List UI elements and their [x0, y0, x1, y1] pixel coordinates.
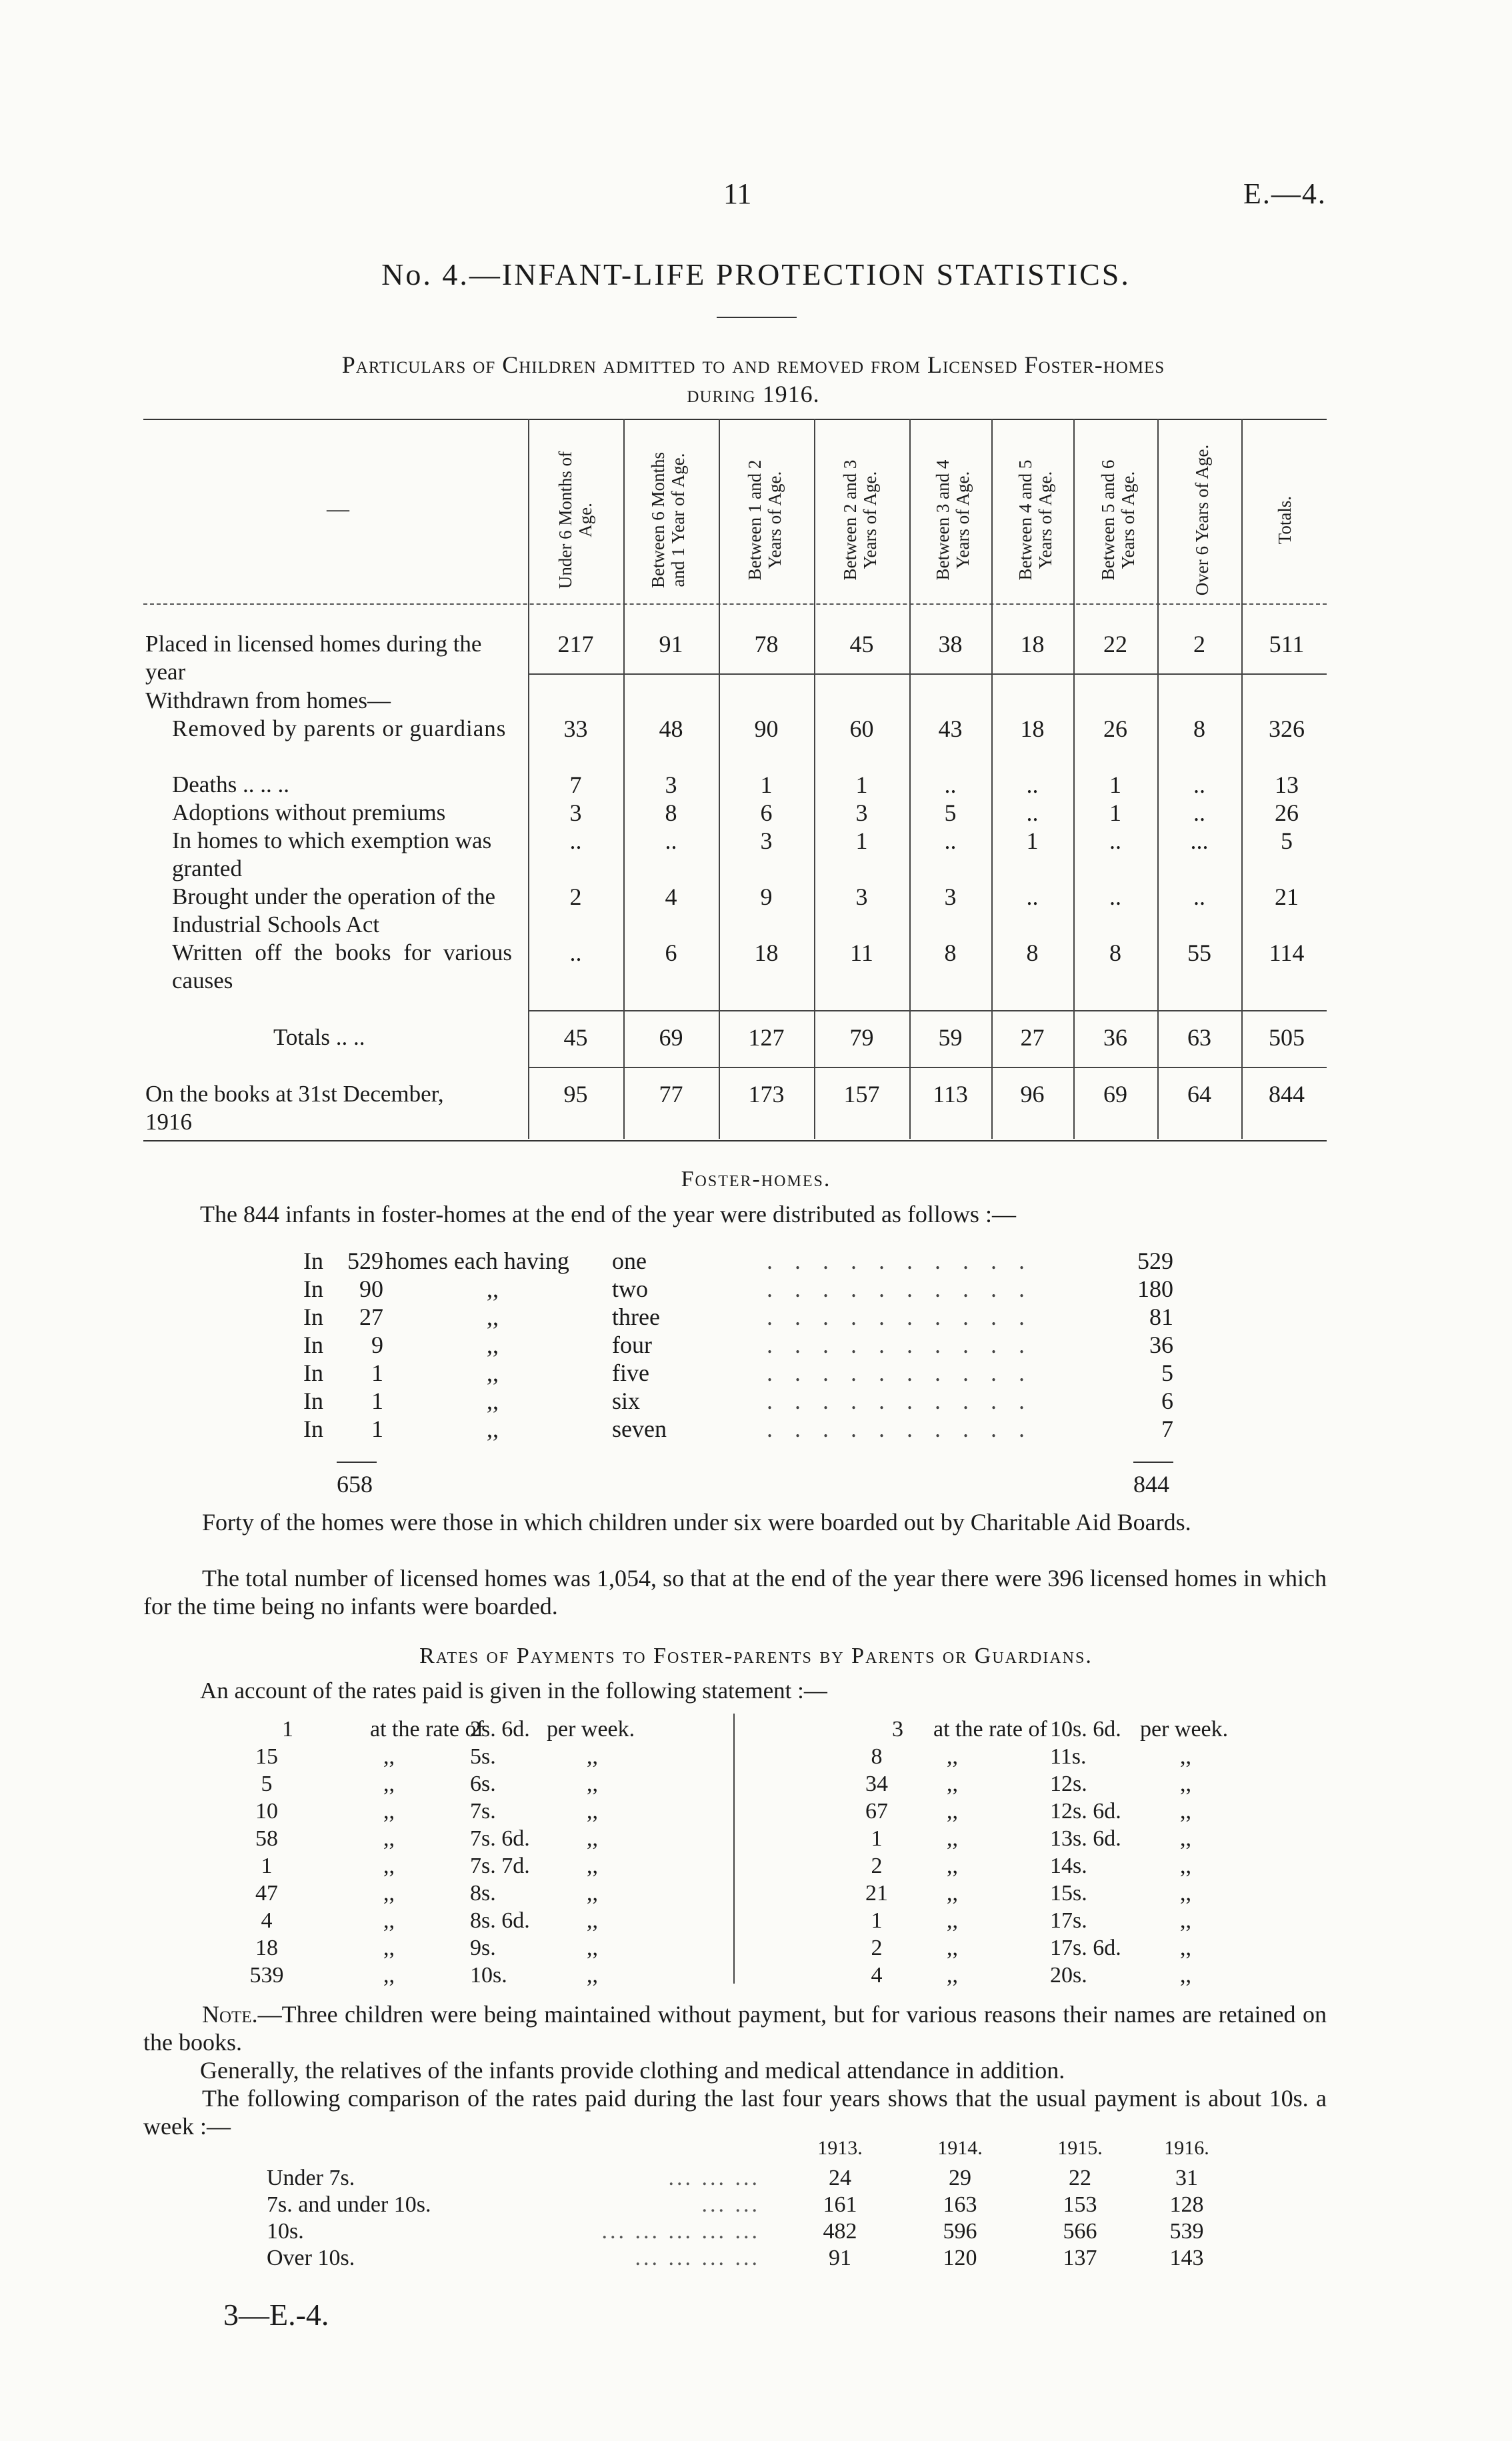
table-cell: 2	[569, 883, 582, 910]
table-corner: —	[327, 497, 349, 521]
on-books-cell: 96	[1020, 1081, 1045, 1107]
rate-right-count: 34	[865, 1772, 888, 1796]
rate-left-suffix: ,,	[587, 1936, 598, 1960]
comparison-cell: 566	[1063, 2219, 1097, 2244]
distribution-count: 9	[371, 1332, 383, 1358]
comparison-cell: 128	[1169, 2192, 1204, 2217]
table-cell: 45	[849, 631, 874, 657]
totals-cell: 36	[1103, 1024, 1127, 1051]
rate-left-suffix: ,,	[587, 1963, 598, 1988]
on-books-cell: 113	[933, 1081, 968, 1107]
table-cell: 1	[1109, 771, 1121, 798]
comparison-cell: 539	[1169, 2219, 1204, 2244]
totals-bottom-rule	[528, 1067, 1327, 1068]
rate-right-count: 21	[865, 1881, 888, 1906]
rate-left-rate: 9s.	[470, 1936, 496, 1960]
comparison-year-header: 1914.	[937, 2137, 983, 2159]
table-subtitle	[187, 350, 1320, 409]
rates-paragraph-2: The following comparison of the rates paid during the last four years shows that the usual payment is about 10s. a week :—	[143, 2085, 1327, 2140]
rate-right-rate: 14s.	[1050, 1854, 1087, 1878]
table-cell: 3	[855, 799, 868, 826]
rate-left-ditto: ,,	[383, 1908, 395, 1933]
table-cell: 78	[754, 631, 779, 657]
comparison-row-label: 10s.	[267, 2219, 304, 2244]
column-header: Between 6 Months and 1 Year of Age.	[648, 452, 688, 588]
rate-left-count: 1	[261, 1854, 273, 1878]
row-label: In homes to which exemption was granted	[172, 827, 492, 881]
note-label: Note.	[202, 2001, 258, 2028]
distribution-word: two	[612, 1276, 648, 1302]
rate-left-count: 10	[255, 1799, 278, 1824]
column-header: Totals.	[1275, 495, 1295, 545]
column-header: Under 6 Months of Age.	[555, 451, 595, 589]
rate-right-rate: 17s. 6d.	[1050, 1936, 1121, 1960]
rate-right-rate: 11s.	[1050, 1744, 1087, 1769]
distribution-ditto: ,,	[487, 1276, 499, 1302]
totals-label: Totals .. ..	[273, 1024, 365, 1050]
row-label: Written off the books for various causes	[172, 939, 512, 993]
rate-right-rate: 15s.	[1050, 1881, 1087, 1906]
totals-cell: 127	[748, 1024, 785, 1051]
rate-left-count: 1	[282, 1717, 293, 1742]
table-cell: 6	[760, 799, 773, 826]
list-item	[0, 1331, 1512, 1359]
rate-left-count: 539	[249, 1963, 284, 1988]
rate-left-rate: 5s.	[470, 1744, 496, 1769]
foster-homes-heading: Foster-homes.	[681, 1167, 831, 1191]
note-text: —Three children were being maintained without payment, but for various reasons their names are retained on the books.	[143, 2001, 1327, 2056]
column-divider	[623, 419, 625, 1139]
table-cell: ..	[1193, 799, 1205, 826]
column-divider	[991, 419, 993, 1139]
comparison-cell: 163	[943, 2192, 977, 2217]
distribution-in: In	[303, 1416, 323, 1442]
distribution-dots: . . . . . . . . . .	[767, 1360, 1033, 1386]
distribution-ditto: ,,	[487, 1388, 499, 1414]
comparison-row-dots: ... ...	[701, 2192, 760, 2217]
rate-right-ditto: ,,	[947, 1772, 958, 1796]
rate-right-count: 2	[871, 1854, 883, 1878]
table-cell: 5	[944, 799, 957, 826]
rate-right-suffix: ,,	[1180, 1826, 1191, 1851]
list-item	[0, 1387, 1512, 1415]
rate-right-ditto: ,,	[947, 1799, 958, 1824]
distribution-total: 180	[1137, 1276, 1173, 1302]
row-label: Deaths .. .. ..	[172, 771, 289, 797]
table-cell: ..	[944, 827, 957, 854]
rate-left-ditto: ,,	[383, 1936, 395, 1960]
distribution-dots: . . . . . . . . . .	[767, 1248, 1033, 1274]
rate-left-count: 5	[261, 1772, 273, 1796]
on-books-cell: 157	[843, 1081, 880, 1107]
row-label: Removed by parents or guardians	[172, 715, 507, 741]
rate-left-suffix: per week.	[547, 1717, 635, 1742]
table-cell: ...	[1190, 827, 1209, 854]
table-cell: 1	[1026, 827, 1039, 854]
rate-right-rate: 17s.	[1050, 1908, 1087, 1933]
row-label: Placed in licensed homes during the year	[145, 631, 482, 685]
distribution-ditto: ,,	[487, 1304, 499, 1330]
column-divider	[909, 419, 911, 1139]
distribution-in: In	[303, 1388, 323, 1414]
rate-left-suffix: ,,	[587, 1744, 598, 1769]
foster-homes-paragraph-1: Forty of the homes were those in which children under six were boarded out by Charitable Aid Boards.	[202, 1509, 1191, 1536]
row-label: Brought under the operation of the Industrial Schools Act	[172, 883, 496, 937]
table-cell: 55	[1187, 939, 1211, 966]
rate-right-suffix: per week.	[1140, 1717, 1229, 1742]
comparison-cell: 24	[829, 2166, 851, 2190]
table-cell: 1	[1109, 799, 1121, 826]
distribution-count: 1	[371, 1388, 383, 1414]
distribution-total: 5	[1161, 1360, 1173, 1386]
rate-left-suffix: ,,	[587, 1826, 598, 1851]
rate-right-suffix: ,,	[1180, 1854, 1191, 1878]
sum-homes: 658	[337, 1471, 373, 1498]
table-cell: 217	[557, 631, 594, 657]
on-books-cell: 77	[659, 1081, 683, 1107]
rate-left-suffix: ,,	[587, 1881, 598, 1906]
table-cell: 8	[665, 799, 677, 826]
table-cell: ..	[944, 771, 957, 798]
table-cell: ..	[569, 827, 582, 854]
list-item	[0, 1415, 1512, 1443]
distribution-dots: . . . . . . . . . .	[767, 1332, 1033, 1358]
rates-note	[143, 2000, 1327, 2056]
comparison-row-dots: ... ... ... ...	[635, 2246, 760, 2270]
rate-right-ditto: ,,	[947, 1826, 958, 1851]
totals-cell: 45	[563, 1024, 588, 1051]
table-top-rule	[143, 419, 1327, 420]
row-label: Withdrawn from homes—	[145, 687, 391, 713]
rate-right-count: 3	[892, 1717, 903, 1742]
column-header: Between 4 and 5 Years of Age.	[1015, 459, 1055, 581]
column-header: Between 1 and 2 Years of Age.	[745, 459, 785, 581]
rates-column-divider	[733, 1714, 735, 1984]
row-divider	[528, 673, 1327, 675]
column-divider	[1241, 419, 1243, 1139]
distribution-ditto: ,,	[487, 1332, 499, 1358]
distribution-count: 529	[347, 1248, 383, 1274]
rate-left-rate: 7s.	[470, 1799, 496, 1824]
distribution-total: 36	[1149, 1332, 1173, 1358]
table-cell: ..	[1026, 883, 1039, 910]
comparison-row-label: Over 10s.	[267, 2246, 355, 2270]
table-cell: 326	[1269, 715, 1305, 742]
comparison-cell: 22	[1069, 2166, 1091, 2190]
table-cell: 1	[855, 771, 868, 798]
table-cell: 1	[760, 771, 773, 798]
distribution-total: 81	[1149, 1304, 1173, 1330]
footer-signature: 3—E.-4.	[223, 2298, 329, 2332]
title-divider	[717, 317, 797, 318]
rate-left-ditto: at the rate of	[370, 1717, 484, 1742]
distribution-in: In	[303, 1248, 323, 1274]
rate-left-suffix: ,,	[587, 1908, 598, 1933]
rate-right-suffix: ,,	[1180, 1908, 1191, 1933]
table-cell: 22	[1103, 631, 1127, 657]
table-cell: 18	[1020, 715, 1045, 742]
on-books-cell: 69	[1103, 1081, 1127, 1107]
list-item	[0, 1303, 1512, 1331]
rate-left-rate: 8s.	[470, 1881, 496, 1906]
distribution-dots: . . . . . . . . . .	[767, 1388, 1033, 1414]
rate-right-ditto: ,,	[947, 1936, 958, 1960]
distribution-total: 6	[1161, 1388, 1173, 1414]
totals-cell: 27	[1020, 1024, 1045, 1051]
totals-cell: 63	[1187, 1024, 1211, 1051]
comparison-cell: 29	[949, 2166, 971, 2190]
column-divider	[1157, 419, 1159, 1139]
rate-left-count: 47	[255, 1881, 278, 1906]
rate-right-suffix: ,,	[1180, 1772, 1191, 1796]
distribution-dots: . . . . . . . . . .	[767, 1416, 1033, 1442]
table-cell: 6	[665, 939, 677, 966]
list-item	[0, 1359, 1512, 1387]
foster-homes-paragraph-2: The total number of licensed homes was 1,054, so that at the end of the year there were 396 licensed homes in which for the time being no infants were boarded.	[143, 1565, 1327, 1620]
table-cell: 38	[938, 631, 963, 657]
table-cell: ..	[1193, 883, 1205, 910]
comparison-cell: 143	[1169, 2246, 1204, 2270]
rate-left-rate: 10s.	[470, 1963, 507, 1988]
sum-rule-left	[337, 1462, 377, 1463]
distribution-word: one	[612, 1248, 647, 1274]
sum-infants: 844	[1133, 1471, 1169, 1498]
table-cell: 3	[944, 883, 957, 910]
rate-right-count: 1	[871, 1908, 883, 1933]
rate-right-ditto: ,,	[947, 1854, 958, 1878]
comparison-cell: 120	[943, 2246, 977, 2270]
table-cell: 91	[659, 631, 683, 657]
distribution-total: 529	[1137, 1248, 1173, 1274]
table-cell: ..	[569, 939, 582, 966]
distribution-in: In	[303, 1276, 323, 1302]
column-divider	[528, 419, 529, 1139]
totals-cell: 505	[1269, 1024, 1305, 1051]
table-cell: 18	[754, 939, 779, 966]
page-title: No. 4.—INFANT-LIFE PROTECTION STATISTICS.	[381, 257, 1131, 291]
rate-left-count: 15	[255, 1744, 278, 1769]
on-books-cell: 173	[748, 1081, 785, 1107]
comparison-cell: 91	[829, 2246, 851, 2270]
page-number: 11	[723, 177, 752, 210]
rate-left-rate: 6s.	[470, 1772, 496, 1796]
rate-left-count: 58	[255, 1826, 278, 1851]
list-item	[0, 1275, 1512, 1303]
list-item	[0, 1247, 1512, 1275]
comparison-cell: 31	[1175, 2166, 1198, 2190]
comparison-cell: 161	[823, 2192, 857, 2217]
table-cell: 13	[1275, 771, 1299, 798]
rates-intro: An account of the rates paid is given in the following statement :—	[200, 1678, 827, 1704]
table-cell: 1	[855, 827, 868, 854]
rate-left-ditto: ,,	[383, 1799, 395, 1824]
rate-right-count: 1	[871, 1826, 883, 1851]
distribution-in: In	[303, 1304, 323, 1330]
column-divider	[1073, 419, 1075, 1139]
comparison-cell: 482	[823, 2219, 857, 2244]
foster-homes-intro: The 844 infants in foster-homes at the end of the year were distributed as follows :—	[200, 1201, 1016, 1228]
header-bottom-rule	[143, 603, 1327, 605]
comparison-row-label: 7s. and under 10s.	[267, 2192, 431, 2217]
table-cell: ..	[1193, 771, 1205, 798]
totals-cell: 79	[849, 1024, 874, 1051]
column-header: Between 2 and 3 Years of Age.	[840, 459, 880, 581]
rate-right-rate: 20s.	[1050, 1963, 1087, 1988]
rate-right-suffix: ,,	[1180, 1744, 1191, 1769]
table-cell: 511	[1269, 631, 1305, 657]
rate-left-rate: 7s. 6d.	[470, 1826, 530, 1851]
table-cell: 5	[1281, 827, 1293, 854]
rate-right-ditto: ,,	[947, 1881, 958, 1906]
row-label: Adoptions without premiums	[172, 799, 446, 825]
rate-right-ditto: ,,	[947, 1963, 958, 1988]
comparison-cell: 137	[1063, 2246, 1097, 2270]
totals-rule	[528, 1010, 1327, 1011]
table-cell: 8	[1026, 939, 1039, 966]
table-cell: 11	[850, 939, 873, 966]
distribution-count: 90	[359, 1276, 383, 1302]
rate-left-rate: 8s. 6d.	[470, 1908, 530, 1933]
distribution-word: three	[612, 1304, 660, 1330]
table-bottom-rule	[143, 1140, 1327, 1141]
table-cell: 8	[1193, 715, 1205, 742]
rate-right-suffix: ,,	[1180, 1963, 1191, 1988]
rate-right-count: 2	[871, 1936, 883, 1960]
rates-heading: Rates of Payments to Foster-parents by Parents or Guardians.	[419, 1644, 1093, 1668]
comparison-year-header: 1913.	[817, 2137, 863, 2159]
table-cell: ..	[665, 827, 677, 854]
rate-left-rate: 7s. 7d.	[470, 1854, 530, 1878]
distribution-count: 27	[359, 1304, 383, 1330]
distribution-dots: . . . . . . . . . .	[767, 1304, 1033, 1330]
subtitle-line-1: Particulars of Children admitted to and removed from Licensed Foster-homes	[341, 351, 1165, 378]
distribution-count: 1	[371, 1416, 383, 1442]
subtitle-line-2: during 1916.	[687, 381, 820, 407]
rate-right-rate: 13s. 6d.	[1050, 1826, 1121, 1851]
rate-right-suffix: ,,	[1180, 1936, 1191, 1960]
rate-right-count: 4	[871, 1963, 883, 1988]
rate-right-rate: 12s.	[1050, 1772, 1087, 1796]
comparison-cell: 153	[1063, 2192, 1097, 2217]
rate-right-ditto: ,,	[947, 1908, 958, 1933]
table-cell: 7	[569, 771, 582, 798]
column-divider	[814, 419, 815, 1139]
distribution-word: four	[612, 1332, 652, 1358]
on-books-label: On the books at 31st December, 1916	[145, 1081, 444, 1135]
rate-left-ditto: ,,	[383, 1881, 395, 1906]
table-cell: 33	[563, 715, 588, 742]
on-books-cell: 64	[1187, 1081, 1211, 1107]
distribution-ditto: ,,	[487, 1360, 499, 1386]
table-cell: 18	[1020, 631, 1045, 657]
table-cell: 2	[1193, 631, 1205, 657]
rate-right-suffix: ,,	[1180, 1881, 1191, 1906]
rate-left-ditto: ,,	[383, 1826, 395, 1851]
distribution-word: five	[612, 1360, 649, 1386]
rate-left-ditto: ,,	[383, 1854, 395, 1878]
table-cell: ..	[1026, 799, 1039, 826]
table-cell: 3	[760, 827, 773, 854]
rate-right-ditto: ,,	[947, 1744, 958, 1769]
table-cell: 3	[855, 883, 868, 910]
distribution-word: seven	[612, 1416, 667, 1442]
table-cell: 9	[760, 883, 773, 910]
rate-left-ditto: ,,	[383, 1963, 395, 1988]
sum-rule-right	[1133, 1462, 1173, 1463]
rate-right-count: 67	[865, 1799, 888, 1824]
rate-left-count: 4	[261, 1908, 273, 1933]
rate-left-suffix: ,,	[587, 1854, 598, 1878]
rate-right-suffix: ,,	[1180, 1799, 1191, 1824]
totals-cell: 69	[659, 1024, 683, 1051]
distribution-ditto: homes each having	[385, 1248, 569, 1274]
rate-right-count: 8	[871, 1744, 883, 1769]
comparison-row-label: Under 7s.	[267, 2166, 355, 2190]
rate-right-rate: 10s. 6d.	[1050, 1717, 1121, 1742]
rates-paragraph-1: Generally, the relatives of the infants provide clothing and medical attendance in addition.	[200, 2057, 1065, 2084]
table-cell: ..	[1109, 827, 1121, 854]
column-divider	[719, 419, 720, 1139]
distribution-dots: . . . . . . . . . .	[767, 1276, 1033, 1302]
distribution-count: 1	[371, 1360, 383, 1386]
column-header: Over 6 Years of Age.	[1192, 444, 1212, 596]
comparison-year-header: 1915.	[1057, 2137, 1103, 2159]
comparison-cell: 596	[943, 2219, 977, 2244]
table-cell: ..	[1109, 883, 1121, 910]
column-header: Between 3 and 4 Years of Age.	[933, 459, 973, 581]
table-cell: 4	[665, 883, 677, 910]
table-cell: 26	[1103, 715, 1127, 742]
comparison-row-dots: ... ... ... ... ...	[601, 2219, 760, 2244]
rate-right-ditto: at the rate of	[933, 1717, 1047, 1742]
comparison-year-header: 1916.	[1164, 2137, 1209, 2159]
rate-left-suffix: ,,	[587, 1772, 598, 1796]
column-header: Between 5 and 6 Years of Age.	[1098, 459, 1138, 581]
table-cell: 90	[754, 715, 779, 742]
distribution-word: six	[612, 1388, 641, 1414]
comparison-row-dots: ... ... ...	[668, 2166, 760, 2190]
distribution-total: 7	[1161, 1416, 1173, 1442]
distribution-in: In	[303, 1360, 323, 1386]
table-cell: 8	[944, 939, 957, 966]
on-books-cell: 95	[563, 1081, 588, 1107]
rate-left-rate: 2s. 6d.	[470, 1717, 530, 1742]
rate-left-suffix: ,,	[587, 1799, 598, 1824]
table-cell: ..	[1026, 771, 1039, 798]
table-cell: 3	[665, 771, 677, 798]
table-cell: 48	[659, 715, 683, 742]
table-cell: 21	[1275, 883, 1299, 910]
rate-left-count: 18	[255, 1936, 278, 1960]
totals-cell: 59	[938, 1024, 963, 1051]
document-code: E.—4.	[1243, 177, 1327, 210]
rate-right-rate: 12s. 6d.	[1050, 1799, 1121, 1824]
table-cell: 3	[569, 799, 582, 826]
table-cell: 114	[1269, 939, 1305, 966]
on-books-cell: 844	[1269, 1081, 1305, 1107]
table-cell: 8	[1109, 939, 1121, 966]
distribution-in: In	[303, 1332, 323, 1358]
table-cell: 26	[1275, 799, 1299, 826]
table-cell: 43	[938, 715, 963, 742]
rate-left-ditto: ,,	[383, 1744, 395, 1769]
rate-left-ditto: ,,	[383, 1772, 395, 1796]
distribution-ditto: ,,	[487, 1416, 499, 1442]
table-cell: 60	[849, 715, 874, 742]
